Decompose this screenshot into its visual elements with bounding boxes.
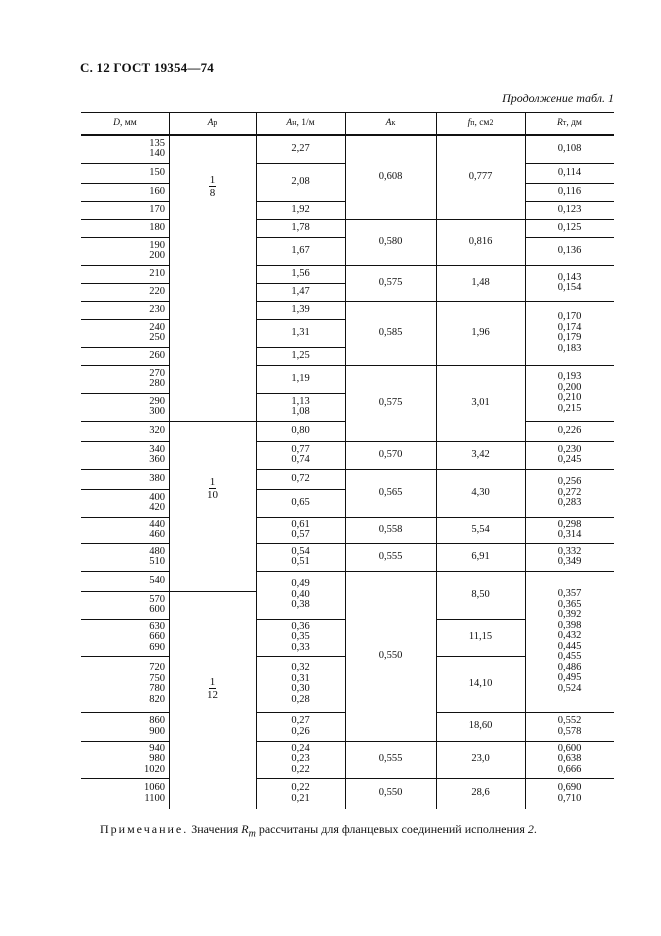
rt-cell: 0,256 0,272 0,283 xyxy=(557,476,582,509)
fp-cell: 8,50 xyxy=(471,588,490,600)
d-cell: 210 xyxy=(149,267,165,279)
ak-cell: 0,565 xyxy=(378,486,403,498)
note-variant: 2 xyxy=(527,822,534,836)
ak-cell: 0,585 xyxy=(378,326,403,338)
column-header: R т , дм xyxy=(557,118,582,129)
ak-cell: 0,558 xyxy=(378,523,403,535)
fp-cell: 5,54 xyxy=(471,523,490,535)
table-continuation-label: Продолжение табл. 1 xyxy=(502,91,614,105)
d-cell: 400 420 xyxy=(149,491,165,513)
an-cell: 1,67 xyxy=(291,244,310,256)
ak-cell: 0,570 xyxy=(378,448,403,460)
an-cell: 1,19 xyxy=(291,372,310,384)
d-cell: 540 xyxy=(149,574,165,586)
ar-fraction xyxy=(169,591,256,809)
note-text-before: Значения xyxy=(188,822,242,836)
an-cell: 1,39 xyxy=(291,303,310,315)
fp-cell: 6,91 xyxy=(471,550,490,562)
fp-cell: 0,816 xyxy=(468,235,493,247)
d-cell: 190 200 xyxy=(149,239,165,261)
fp-cell: 3,01 xyxy=(471,396,490,408)
d-cell: 860 900 xyxy=(149,715,165,737)
d-cell: 720 750 780 820 xyxy=(149,662,165,705)
note-symbol-sub: т xyxy=(248,828,256,840)
fp-cell: 3,42 xyxy=(471,448,490,460)
an-cell: 1,78 xyxy=(291,221,310,233)
ak-cell: 0,550 xyxy=(378,787,403,799)
fp-cell: 4,30 xyxy=(471,486,490,498)
an-cell: 0,32 0,31 0,30 0,28 xyxy=(291,662,310,705)
fp-cell: 1,96 xyxy=(471,326,490,338)
d-cell: 630 660 690 xyxy=(149,620,165,653)
an-cell: 0,72 xyxy=(291,472,310,484)
fp-cell: 0,777 xyxy=(468,170,493,182)
rt-cell: 0,226 xyxy=(557,424,582,436)
fraction: $\frac{1}{10}$ xyxy=(207,476,218,501)
ar-fraction xyxy=(169,135,256,421)
an-cell: 2,08 xyxy=(291,175,310,187)
ar-fraction xyxy=(169,421,256,591)
an-cell: 2,27 xyxy=(291,142,310,154)
an-cell: 0,49 0,40 0,38 xyxy=(291,578,310,611)
an-cell: 1,25 xyxy=(291,349,310,361)
d-cell: 260 xyxy=(149,349,165,361)
an-cell: 0,27 0,26 xyxy=(291,715,310,737)
rt-cell: 0,298 0,314 xyxy=(557,518,582,540)
rt-cell: 0,123 xyxy=(557,203,582,215)
d-cell: 570 600 xyxy=(149,593,165,615)
column-header: A н , 1/м xyxy=(286,118,315,129)
rt-cell: 0,690 0,710 xyxy=(557,782,582,804)
d-cell: 150 xyxy=(149,166,165,178)
ak-cell: 0,555 xyxy=(378,550,403,562)
an-cell: 1,13 1,08 xyxy=(291,395,310,417)
d-cell: 160 xyxy=(149,185,165,197)
d-cell: 135 140 xyxy=(149,137,165,159)
an-cell: 0,80 xyxy=(291,424,310,436)
an-cell: 0,54 0,51 xyxy=(291,545,310,567)
table-note: Примечание. Значения $R_т$ рассчитаны для фланцевых соединений исполнения 2. xyxy=(100,822,537,840)
ak-cell: 0,575 xyxy=(378,276,403,288)
d-cell: 170 xyxy=(149,203,165,215)
fp-cell: 11,15 xyxy=(468,631,493,643)
ak-cell: 0,550 xyxy=(378,649,403,661)
an-cell: 0,24 0,23 0,22 xyxy=(291,742,310,775)
column-header: A к xyxy=(385,118,396,129)
an-cell: 1,92 xyxy=(291,203,310,215)
an-cell: 1,47 xyxy=(291,285,310,297)
d-cell: 220 xyxy=(149,285,165,297)
ak-cell: 0,580 xyxy=(378,235,403,247)
d-cell: 440 460 xyxy=(149,518,165,540)
d-cell: 320 xyxy=(149,424,165,436)
an-cell: 0,36 0,35 0,33 xyxy=(291,620,310,653)
d-cell: 380 xyxy=(149,472,165,484)
d-cell: 340 360 xyxy=(149,443,165,465)
note-symbol: R xyxy=(241,822,249,836)
rt-cell: 0,600 0,638 0,666 xyxy=(557,742,582,775)
ak-cell: 0,575 xyxy=(378,396,403,408)
d-cell: 270 280 xyxy=(149,367,165,389)
rt-cell: 0,193 0,200 0,210 0,215 xyxy=(557,371,582,414)
d-cell: 940 980 1020 xyxy=(144,742,165,775)
d-cell: 1060 1100 xyxy=(144,782,165,804)
rt-cell: 0,332 0,349 xyxy=(557,545,582,567)
rt-cell: 0,125 xyxy=(557,221,582,233)
rt-cell: 0,230 0,245 xyxy=(557,443,582,465)
d-cell: 480 510 xyxy=(149,545,165,567)
column-header: A р xyxy=(207,118,218,129)
an-cell: 1,56 xyxy=(291,267,310,279)
ak-cell: 0,555 xyxy=(378,753,403,765)
column-header: f п , см 2 xyxy=(467,118,494,129)
fraction: $\frac{1}{12}$ xyxy=(207,676,218,701)
rt-cell: 0,552 0,578 xyxy=(557,715,582,737)
d-cell: 240 250 xyxy=(149,321,165,343)
fp-cell: 1,48 xyxy=(471,276,490,288)
d-cell: 290 300 xyxy=(149,395,165,417)
note-text-after: рассчитаны для фланцевых соединений исполнения xyxy=(255,822,528,836)
rt-cell: 0,143 0,154 xyxy=(557,271,582,293)
fp-cell: 14,10 xyxy=(468,677,493,689)
column-header: D , мм xyxy=(113,118,137,129)
d-cell: 180 xyxy=(149,221,165,233)
ak-cell: 0,608 xyxy=(378,170,403,182)
fp-cell: 18,60 xyxy=(468,720,493,732)
an-cell: 0,65 xyxy=(291,496,310,508)
rt-cell: 0,108 xyxy=(557,142,582,154)
an-cell: 0,77 0,74 xyxy=(291,443,310,465)
page-header: С. 12 ГОСТ 19354—74 xyxy=(80,60,214,75)
rt-cell: 0,136 xyxy=(557,244,582,256)
rt-cell: 0,114 xyxy=(557,166,582,178)
d-cell: 230 xyxy=(149,303,165,315)
rt-cell: 0,170 0,174 0,179 0,183 xyxy=(557,311,582,354)
an-cell: 1,31 xyxy=(291,326,310,338)
an-cell: 0,61 0,57 xyxy=(291,518,310,540)
note-label: Примечание. xyxy=(100,822,189,836)
an-cell: 0,22 0,21 xyxy=(291,782,310,804)
rt-cell: 0,357 0,365 0,392 0,398 0,432 0,445 0,455 0,486 0,495 0,524 xyxy=(557,588,582,694)
fp-cell: 28,6 xyxy=(471,787,490,799)
fraction: $\frac{1}{8}$ xyxy=(209,174,216,199)
fp-cell: 23,0 xyxy=(471,753,490,765)
data-table xyxy=(81,112,614,809)
rt-cell: 0,116 xyxy=(557,185,582,197)
